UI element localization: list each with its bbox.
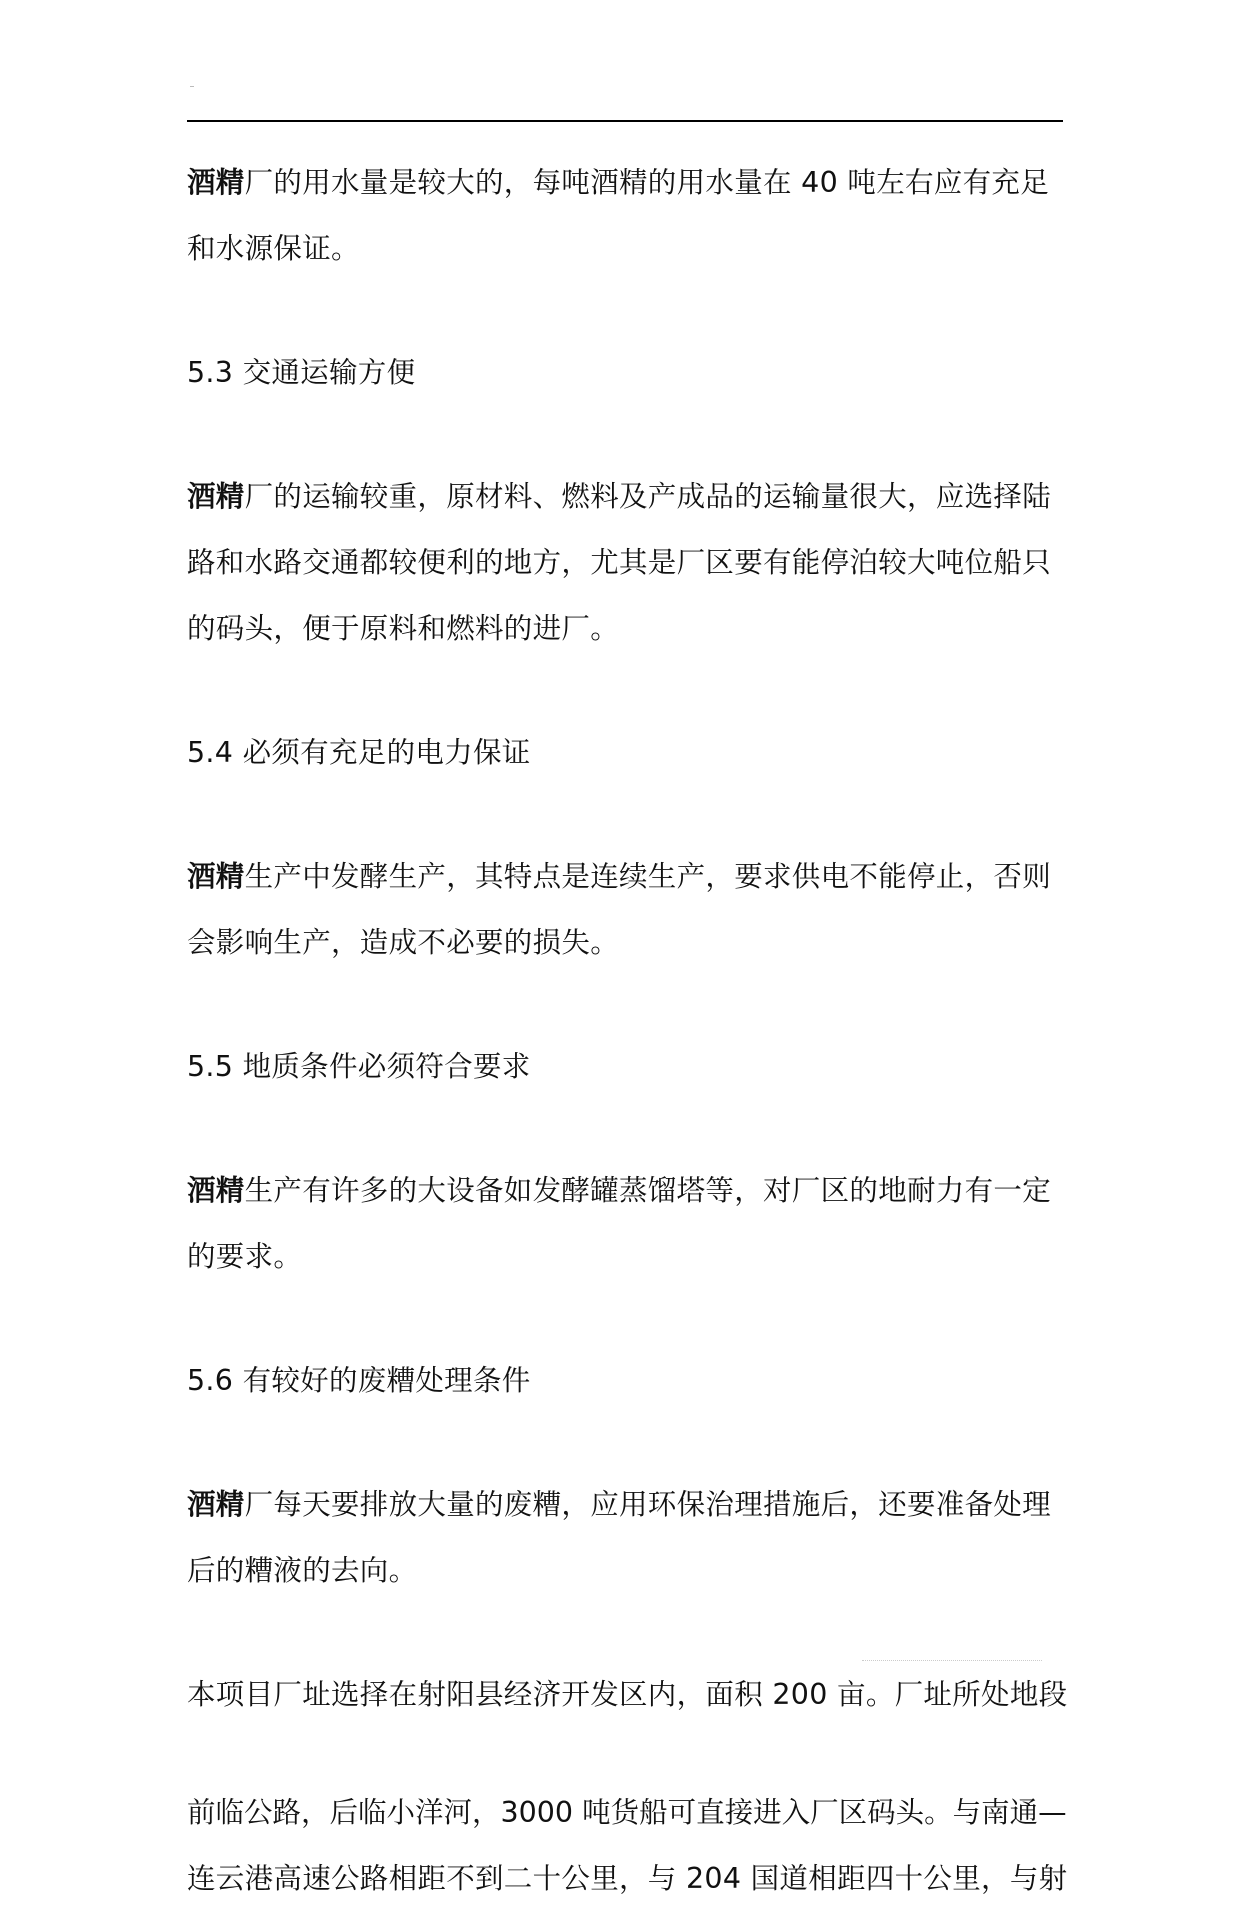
keyword: 酒精 (187, 1488, 245, 1521)
text-line (187, 216, 1067, 282)
keyword: 酒精 (187, 1174, 245, 1207)
paragraph-power (187, 844, 1067, 976)
text-line (187, 1538, 1067, 1604)
text-line (187, 596, 1067, 662)
keyword: 酒精 (187, 166, 245, 199)
section-heading-5-6: 5.6 有较好的废糟处理条件 (187, 1364, 531, 1397)
text-line (187, 1662, 1067, 1728)
header-rule (187, 120, 1063, 122)
text-line (187, 1780, 1067, 1846)
text-line (187, 530, 1067, 596)
line-text: 连云港高速公路相距不到二十公里，与 204 国道相距四十公里，与射 (187, 1862, 1068, 1895)
section-heading-5-4: 5.4 必须有充足的电力保证 (187, 736, 531, 769)
line-text: 路和水路交通都较便利的地方，尤其是厂区要有能停泊较大吨位船只 (187, 546, 1052, 579)
line-text: 前临公路，后临小洋河，3000 吨货船可直接进入厂区码头。与南通— (187, 1796, 1067, 1829)
line-text: 的要求。 (187, 1240, 303, 1273)
paragraph-site-location (187, 1662, 1067, 1728)
paragraph-water-supply (187, 150, 1067, 282)
line-text: 会影响生产，造成不必要的损失。 (187, 926, 620, 959)
line-text: 生产中发酵生产，其特点是连续生产，要求供电不能停止，否则 (244, 860, 1052, 893)
text-line (187, 910, 1067, 976)
line-text: 生产有许多的大设备如发酵罐蒸馏塔等，对厂区的地耐力有一定 (244, 1174, 1052, 1207)
text-line (187, 1472, 1067, 1538)
paragraph-site-access (187, 1780, 1067, 1912)
text-line (187, 464, 1067, 530)
text-line (187, 1158, 1067, 1224)
line-text: 的码头，便于原料和燃料的进厂。 (187, 612, 620, 645)
header-mark (190, 86, 194, 87)
document-body (187, 150, 1067, 1912)
text-line (187, 1224, 1067, 1290)
text-line (187, 844, 1067, 910)
text-line (187, 1846, 1067, 1912)
keyword: 酒精 (187, 480, 245, 513)
line-text: 本项目厂址选择在射阳县经济开发区内，面积 200 亩。厂址所处地段 (187, 1678, 1068, 1711)
line-text: 厂的运输较重，原材料、燃料及产成品的运输量很大，应选择陆 (244, 480, 1052, 513)
line-text: 厂的用水量是较大的，每吨酒精的用水量在 40 吨左右应有充足 (244, 166, 1049, 199)
keyword: 酒精 (187, 860, 245, 893)
line-text: 厂每天要排放大量的废糟，应用环保治理措施后，还要准备处理 (244, 1488, 1052, 1521)
paragraph-geology (187, 1158, 1067, 1290)
footer-dotted-line (862, 1660, 1042, 1661)
paragraph-transport (187, 464, 1067, 662)
line-text: 后的糟液的去向。 (187, 1554, 418, 1587)
line-text: 和水源保证。 (187, 232, 360, 265)
section-heading-5-5: 5.5 地质条件必须符合要求 (187, 1050, 531, 1083)
section-heading-5-3: 5.3 交通运输方便 (187, 356, 416, 389)
text-line (187, 150, 1067, 216)
paragraph-waste (187, 1472, 1067, 1604)
